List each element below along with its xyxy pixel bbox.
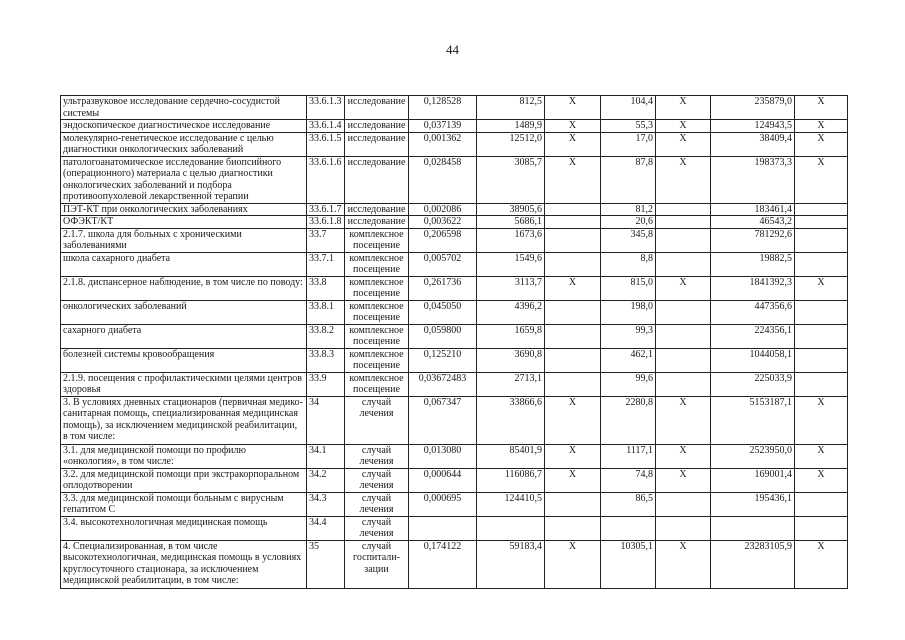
row-norm: 0,125210 [409, 348, 477, 372]
row-code: 33.6.1.6 [307, 156, 345, 203]
table-row [61, 216, 848, 229]
row-c1 [545, 516, 601, 540]
row-unit: комплексное посещение [345, 276, 409, 300]
row-unit: комплексное посещение [345, 348, 409, 372]
row-unit: случай госпитали-зации [345, 540, 409, 588]
row-norm: 0,059800 [409, 324, 477, 348]
table-row [61, 132, 848, 156]
row-norm: 0,013080 [409, 444, 477, 468]
table-row [61, 156, 848, 203]
row-c3: X [795, 96, 848, 120]
row-cost-per-capita: 198,0 [601, 300, 656, 324]
row-cost: 116086,7 [477, 468, 545, 492]
row-c1 [545, 216, 601, 229]
row-name: 2.1.9. посещения с профилактическими целями центров здоровья [61, 372, 307, 396]
row-c2 [656, 216, 711, 229]
row-c1 [545, 228, 601, 252]
row-unit: случай лечения [345, 492, 409, 516]
row-c2 [656, 492, 711, 516]
row-c2 [656, 516, 711, 540]
table-row [61, 96, 848, 120]
row-c2: X [656, 96, 711, 120]
row-name: болезней системы кровообращения [61, 348, 307, 372]
row-unit: случай лечения [345, 516, 409, 540]
row-c2: X [656, 396, 711, 444]
row-c3: X [795, 156, 848, 203]
row-unit: случай лечения [345, 468, 409, 492]
row-c2: X [656, 444, 711, 468]
row-total: 198373,3 [711, 156, 795, 203]
row-code: 34.1 [307, 444, 345, 468]
row-cost: 124410,5 [477, 492, 545, 516]
row-c1 [545, 203, 601, 216]
row-c3: X [795, 132, 848, 156]
table-row [61, 492, 848, 516]
row-cost-per-capita: 20,6 [601, 216, 656, 229]
row-c3: X [795, 540, 848, 588]
row-c3 [795, 492, 848, 516]
row-total: 38409,4 [711, 132, 795, 156]
row-norm: 0,003622 [409, 216, 477, 229]
row-name: школа сахарного диабета [61, 252, 307, 276]
row-unit: комплексное посещение [345, 372, 409, 396]
row-c3 [795, 348, 848, 372]
row-unit: исследование [345, 96, 409, 120]
row-unit: комплексное посещение [345, 252, 409, 276]
row-cost: 812,5 [477, 96, 545, 120]
row-cost-per-capita: 55,3 [601, 120, 656, 133]
row-code: 33.6.1.7 [307, 203, 345, 216]
row-code: 35 [307, 540, 345, 588]
row-cost-per-capita: 815,0 [601, 276, 656, 300]
row-cost-per-capita: 345,8 [601, 228, 656, 252]
row-cost-per-capita: 87,8 [601, 156, 656, 203]
row-total: 46543,2 [711, 216, 795, 229]
table-row [61, 252, 848, 276]
row-unit: исследование [345, 156, 409, 203]
row-name: 2.1.7. школа для больных с хроническими заболеваниями [61, 228, 307, 252]
row-name: патологоанатомическое исследование биопсийного (операционного) материала с целью диагностики онкологических заболеваний и подбора противоопухолевой лекарственной терапии [61, 156, 307, 203]
row-total: 169001,4 [711, 468, 795, 492]
row-c3 [795, 252, 848, 276]
row-unit: комплексное посещение [345, 300, 409, 324]
row-name: 4. Специализированная, в том числе высокотехнологичная, медицинская помощь в условиях круглосуточного стационара, за исключением медицинской реабилитации, в том числе: [61, 540, 307, 588]
row-cost: 1659,8 [477, 324, 545, 348]
row-norm [409, 516, 477, 540]
row-c1: X [545, 96, 601, 120]
row-c2 [656, 252, 711, 276]
row-cost-per-capita: 10305,1 [601, 540, 656, 588]
row-total: 225033,9 [711, 372, 795, 396]
row-cost: 1549,6 [477, 252, 545, 276]
row-cost: 12512,0 [477, 132, 545, 156]
row-c2: X [656, 132, 711, 156]
row-total: 235879,0 [711, 96, 795, 120]
row-c3 [795, 324, 848, 348]
row-c3 [795, 203, 848, 216]
row-norm: 0,000695 [409, 492, 477, 516]
row-name: эндоскопическое диагностическое исследование [61, 120, 307, 133]
row-norm: 0,128528 [409, 96, 477, 120]
row-code: 33.8.3 [307, 348, 345, 372]
table-row [61, 324, 848, 348]
row-unit: случай лечения [345, 444, 409, 468]
row-cost: 33866,6 [477, 396, 545, 444]
row-cost: 4396,2 [477, 300, 545, 324]
row-code: 33.6.1.5 [307, 132, 345, 156]
row-c1 [545, 372, 601, 396]
row-c3 [795, 372, 848, 396]
row-cost-per-capita: 74,8 [601, 468, 656, 492]
row-c1: X [545, 120, 601, 133]
row-norm: 0,03672483 [409, 372, 477, 396]
row-total: 183461,4 [711, 203, 795, 216]
row-name: онкологических заболеваний [61, 300, 307, 324]
row-cost-per-capita: 1117,1 [601, 444, 656, 468]
row-total: 124943,5 [711, 120, 795, 133]
row-c1: X [545, 132, 601, 156]
row-c3 [795, 516, 848, 540]
row-c1: X [545, 156, 601, 203]
row-norm: 0,005702 [409, 252, 477, 276]
row-cost-per-capita: 462,1 [601, 348, 656, 372]
row-cost-per-capita: 2280,8 [601, 396, 656, 444]
row-c3 [795, 300, 848, 324]
row-name: 3.4. высокотехнологичная медицинская помощь [61, 516, 307, 540]
row-name: ультразвуковое исследование сердечно-сосудистой системы [61, 96, 307, 120]
row-cost-per-capita: 17,0 [601, 132, 656, 156]
row-c1: X [545, 468, 601, 492]
row-total [711, 516, 795, 540]
row-cost-per-capita: 104,4 [601, 96, 656, 120]
row-cost: 2713,1 [477, 372, 545, 396]
row-cost: 85401,9 [477, 444, 545, 468]
table-row [61, 540, 848, 588]
row-cost-per-capita: 99,3 [601, 324, 656, 348]
row-name: 3.2. для медицинской помощи при экстракорпоральном оплодотворении [61, 468, 307, 492]
table-row [61, 444, 848, 468]
row-unit: исследование [345, 216, 409, 229]
row-c1: X [545, 540, 601, 588]
row-total: 19882,5 [711, 252, 795, 276]
row-c1: X [545, 276, 601, 300]
row-c3 [795, 228, 848, 252]
row-unit: исследование [345, 132, 409, 156]
row-cost: 3690,8 [477, 348, 545, 372]
row-total: 447356,6 [711, 300, 795, 324]
row-unit: комплексное посещение [345, 324, 409, 348]
table-row [61, 203, 848, 216]
table-row [61, 276, 848, 300]
row-code: 34 [307, 396, 345, 444]
table-row [61, 300, 848, 324]
table-row [61, 396, 848, 444]
row-total: 5153187,1 [711, 396, 795, 444]
table-row [61, 228, 848, 252]
row-c1 [545, 348, 601, 372]
row-c3 [795, 216, 848, 229]
row-code: 33.6.1.3 [307, 96, 345, 120]
row-name: 2.1.8. диспансерное наблюдение, в том числе по поводу: [61, 276, 307, 300]
table-row [61, 516, 848, 540]
row-cost-per-capita: 81,2 [601, 203, 656, 216]
row-c3: X [795, 468, 848, 492]
row-cost: 1489,9 [477, 120, 545, 133]
row-code: 33.6.1.4 [307, 120, 345, 133]
row-norm: 0,037139 [409, 120, 477, 133]
row-c2 [656, 300, 711, 324]
row-c3: X [795, 444, 848, 468]
row-code: 33.8.2 [307, 324, 345, 348]
row-unit: случай лечения [345, 396, 409, 444]
row-c1 [545, 252, 601, 276]
row-c3: X [795, 120, 848, 133]
row-c1: X [545, 444, 601, 468]
row-c2: X [656, 468, 711, 492]
row-c2 [656, 203, 711, 216]
financing-table [60, 95, 848, 589]
row-cost-per-capita: 8,8 [601, 252, 656, 276]
row-norm: 0,067347 [409, 396, 477, 444]
row-c2: X [656, 156, 711, 203]
row-c2 [656, 324, 711, 348]
table-row [61, 372, 848, 396]
row-c2: X [656, 120, 711, 133]
row-c1 [545, 300, 601, 324]
row-code: 33.6.1.8 [307, 216, 345, 229]
row-code: 33.7.1 [307, 252, 345, 276]
row-cost [477, 516, 545, 540]
row-total: 224356,1 [711, 324, 795, 348]
row-c3: X [795, 276, 848, 300]
row-code: 34.2 [307, 468, 345, 492]
row-total: 2523950,0 [711, 444, 795, 468]
row-code: 34.3 [307, 492, 345, 516]
row-cost: 3085,7 [477, 156, 545, 203]
row-total: 23283105,9 [711, 540, 795, 588]
row-c1 [545, 324, 601, 348]
row-cost: 5686,1 [477, 216, 545, 229]
row-norm: 0,000644 [409, 468, 477, 492]
row-unit: исследование [345, 120, 409, 133]
row-name: 3.3. для медицинской помощи больным с вирусным гепатитом С [61, 492, 307, 516]
row-name: 3. В условиях дневных стационаров (первичная медико-санитарная помощь, специализированная медицинская помощь), за исключением медицинской реабилитации, в том числе: [61, 396, 307, 444]
row-norm: 0,206598 [409, 228, 477, 252]
row-total: 781292,6 [711, 228, 795, 252]
table-row [61, 348, 848, 372]
row-code: 33.7 [307, 228, 345, 252]
row-norm: 0,001362 [409, 132, 477, 156]
row-name: ПЭТ-КТ при онкологических заболеваниях [61, 203, 307, 216]
row-cost-per-capita: 86,5 [601, 492, 656, 516]
row-c2 [656, 372, 711, 396]
page-number: 44 [446, 42, 459, 57]
row-cost-per-capita [601, 516, 656, 540]
row-norm: 0,261736 [409, 276, 477, 300]
row-unit: комплексное посещение [345, 228, 409, 252]
row-c2 [656, 348, 711, 372]
row-code: 34.4 [307, 516, 345, 540]
row-code: 33.8 [307, 276, 345, 300]
row-c2: X [656, 276, 711, 300]
row-cost: 3113,7 [477, 276, 545, 300]
row-c2 [656, 228, 711, 252]
row-name: 3.1. для медицинской помощи по профилю «онкология», в том числе: [61, 444, 307, 468]
row-c3: X [795, 396, 848, 444]
row-c1: X [545, 396, 601, 444]
row-total: 1841392,3 [711, 276, 795, 300]
row-cost: 1673,6 [477, 228, 545, 252]
row-norm: 0,174122 [409, 540, 477, 588]
row-cost-per-capita: 99,6 [601, 372, 656, 396]
row-name: сахарного диабета [61, 324, 307, 348]
row-norm: 0,028458 [409, 156, 477, 203]
row-c1 [545, 492, 601, 516]
row-norm: 0,045050 [409, 300, 477, 324]
row-name: молекулярно-генетическое исследование с целью диагностики онкологических заболеваний [61, 132, 307, 156]
row-c2: X [656, 540, 711, 588]
row-cost: 38905,6 [477, 203, 545, 216]
row-code: 33.8.1 [307, 300, 345, 324]
row-unit: исследование [345, 203, 409, 216]
table-row [61, 120, 848, 133]
row-total: 195436,1 [711, 492, 795, 516]
row-cost: 59183,4 [477, 540, 545, 588]
row-norm: 0,002086 [409, 203, 477, 216]
row-total: 1044058,1 [711, 348, 795, 372]
table-row [61, 468, 848, 492]
row-name: ОФЭКТ/КТ [61, 216, 307, 229]
row-code: 33.9 [307, 372, 345, 396]
